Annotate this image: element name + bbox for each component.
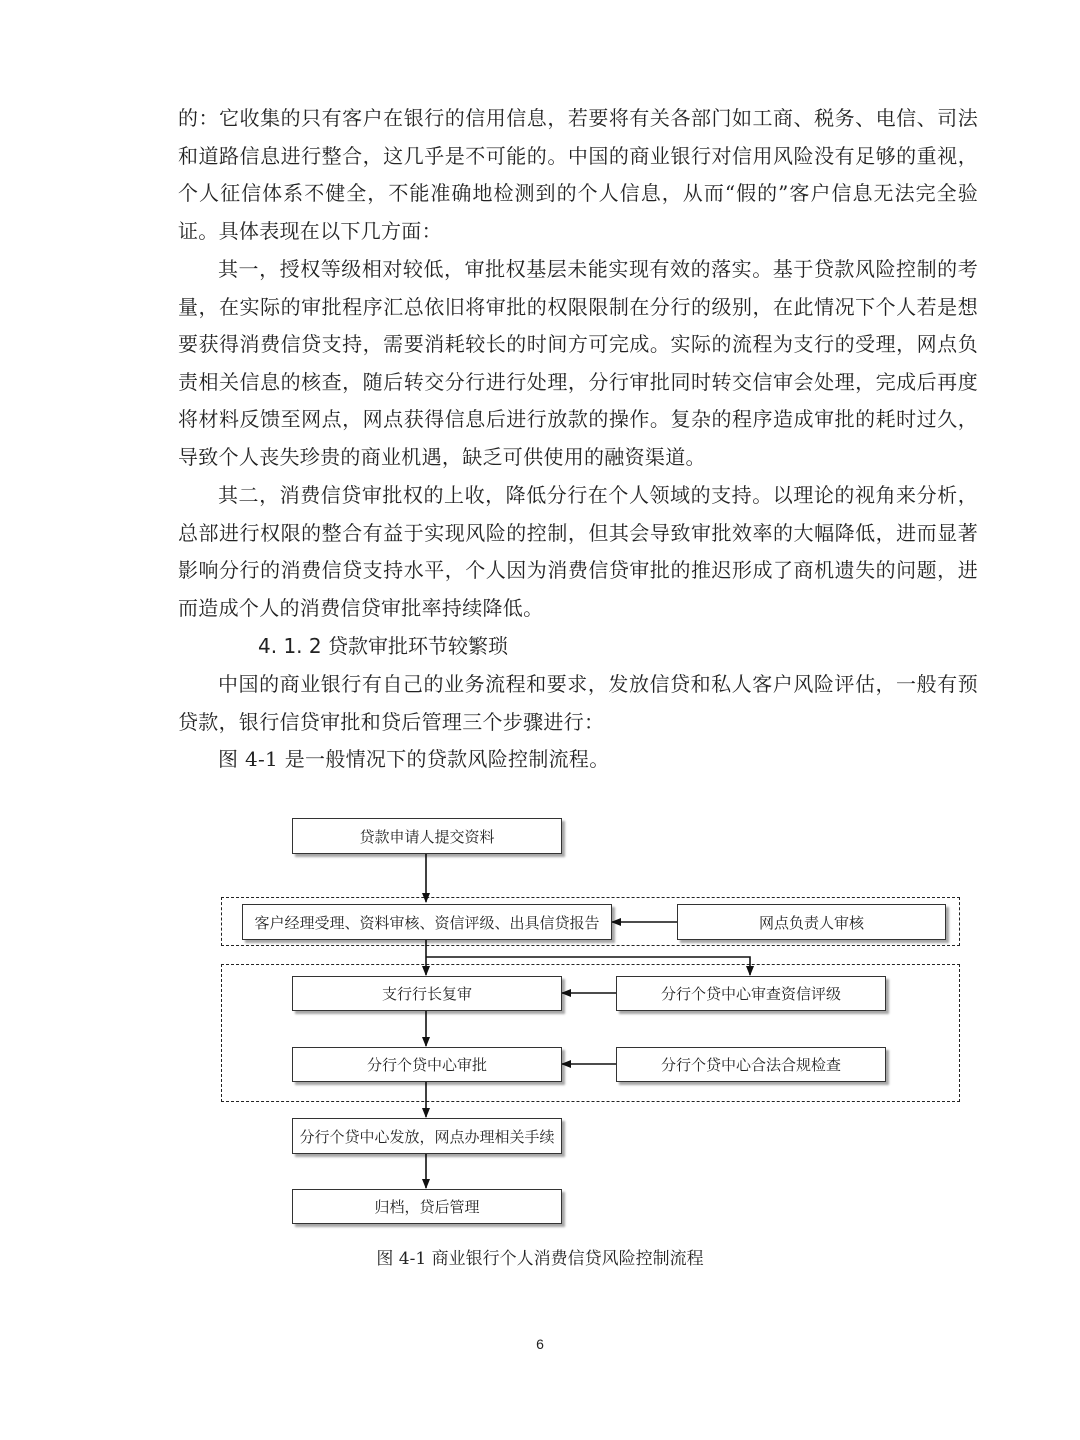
box-compliance: 分行个贷中心合法合规检查 xyxy=(616,1047,886,1082)
box-submit: 贷款申请人提交资料 xyxy=(292,818,562,854)
arrow-manager-to-rating xyxy=(426,957,750,975)
section-heading: 4. 1. 2 贷款审批环节较繁琐 xyxy=(258,634,508,658)
paragraph-figure-ref: 图 4-1 是一般情况下的贷款风险控制流程。 xyxy=(218,747,610,771)
figure-caption: 图 4-1 商业银行个人消费信贷风险控制流程 xyxy=(376,1249,704,1269)
box-disburse: 分行个贷中心发放，网点办理相关手续 xyxy=(292,1118,562,1154)
box-manager: 客户经理受理、资料审核、资信评级、出具信贷报告 xyxy=(242,904,612,940)
box-credit-rating: 分行个贷中心审查资信评级 xyxy=(616,976,886,1011)
box-outlet-head: 网点负责人审核 xyxy=(677,904,946,940)
box-branch-review: 支行行长复审 xyxy=(292,976,562,1011)
paragraph-process: 中国的商业银行有自己的业务流程和要求，发放信贷和私人客户风险评估，一般有预贷款，银行信贷审批和贷后管理三个步骤进行： xyxy=(178,672,978,734)
page-number: 6 xyxy=(536,1336,544,1352)
paragraph-point-two: 其二，消费信贷审批权的上收，降低分行在个人领域的支持。以理论的视角来分析，总部进行权限的整合有益于实现风险的控制，但其会导致审批效率的大幅降低，进而显著影响分行的消费信贷支持水平，个人因为消费信贷审批的推迟形成了商机遗失的问题，进而造成个人的消费信贷审批率持续降低。 xyxy=(178,483,978,620)
box-approve: 分行个贷中心审批 xyxy=(292,1047,562,1082)
paragraph-point-one: 其一，授权等级相对较低，审批权基层未能实现有效的落实。基于贷款风险控制的考量，在实际的审批程序汇总依旧将审批的权限限制在分行的级别，在此情况下个人若是想要获得消费信贷支持，需要消耗较长的时间方可完成。实际的流程为支行的受理，网点负责相关信息的核查，随后转交分行进行处理，分行审批同时转交信审会处理，完成后再度将材料反馈至网点，网点获得信息后进行放款的操作。复杂的程序造成审批的耗时过久，导致个人丧失珍贵的商业机遇，缺乏可供使用的融资渠道。 xyxy=(178,257,978,469)
paragraph-intro: 的：它收集的只有客户在银行的信用信息，若要将有关各部门如工商、税务、电信、司法和道路信息进行整合，这几乎是不可能的。中国的商业银行对信用风险没有足够的重视，个人征信体系不健全，不能准确地检测到的个人信息，从而“假的”客户信息无法完全验证。具体表现在以下几方面： xyxy=(178,106,978,243)
box-archive: 归档，贷后管理 xyxy=(292,1189,562,1224)
